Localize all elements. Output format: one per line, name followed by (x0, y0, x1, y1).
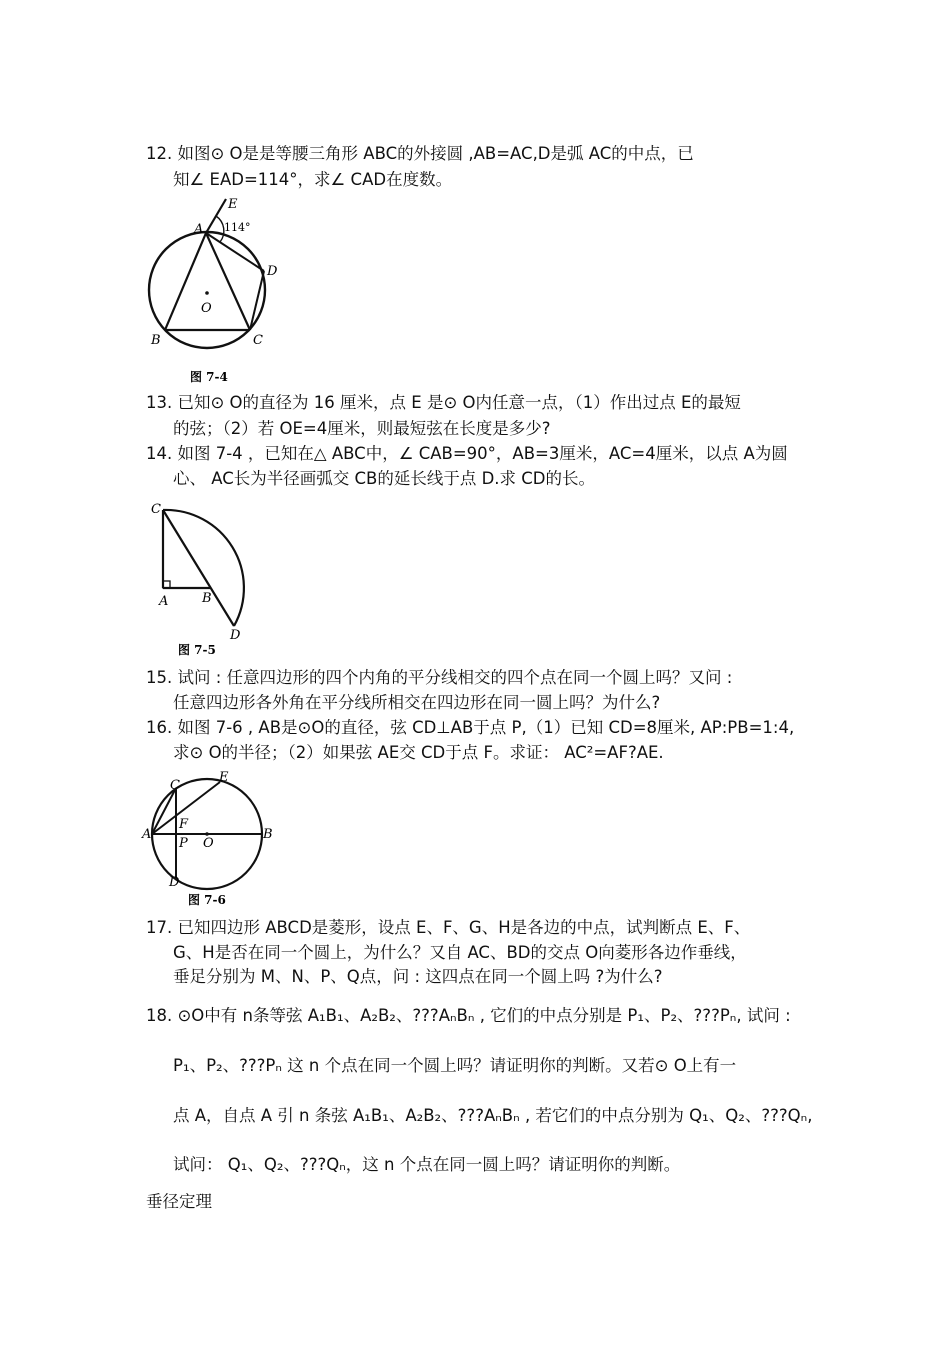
section-heading: 垂径定理 (146, 1192, 212, 1211)
figure-7-4-caption: 图 7-4 (190, 370, 228, 384)
label-c: C (151, 502, 161, 517)
figure-7-6-caption: 图 7-6 (188, 893, 226, 907)
problem-15-line-1: 15. 试问 : 任意四边形的四个内角的平分线相交的四个点在同一个圆上吗？又问 : (146, 668, 733, 687)
figure-7-5-caption: 图 7-5 (178, 643, 216, 657)
problem-14-line-1: 14. 如图 7-4 ，已知在△ ABC中，∠ CAB=90°，AB=3厘米，AC=4厘米，以点 A为圆 (146, 444, 788, 463)
label-angle: 114° (224, 221, 251, 234)
problem-17-line-2: G、H是否在同一个圆上，为什么？又自 AC、BD的交点 O向菱形各边作垂线， (173, 943, 747, 962)
problem-16-line-1: 16. 如图 7-6 , AB是⊙O的直径，弦 CD⊥AB于点 P,（1）已知 CD=8厘米, AP:PB=1:4, (146, 718, 795, 737)
angle-arc (216, 216, 224, 242)
segment-ab (165, 233, 206, 330)
problem-14-line-2: 心、 AC长为半径画弧交 CB的延长线于点 D.求 CD的长。 (173, 469, 596, 488)
label-e: E (228, 197, 238, 212)
label-b: B (151, 333, 161, 348)
label-e: E (219, 770, 229, 785)
figure-7-5 (140, 498, 260, 663)
problem-17-line-1: 17. 已知四边形 ABCD是菱形，设点 E、F、G、H是各边的中点，试判断点 E、F、 (146, 918, 751, 937)
label-a: A (142, 827, 152, 842)
label-b: B (263, 827, 273, 842)
problem-16-line-2: 求⊙ O的半径；（2）如果弦 AE交 CD于点 F。求证： AC²=AF?AE. (173, 743, 664, 762)
problem-18-line-3: 点 A，自点 A 引 n 条弦 A₁B₁、A₂B₂、???AₙBₙ , 若它们的中点分别为 Q₁、Q₂、???Qₙ, (173, 1106, 813, 1125)
figure-7-6-diagram (140, 768, 285, 910)
label-d: D (169, 875, 180, 890)
label-c: C (253, 333, 263, 348)
problem-18-line-1: 18. ⊙O中有 n条等弦 A₁B₁、A₂B₂、???AₙBₙ , 它们的中点分别是 P₁、P₂、???Pₙ, 试问 : (146, 1006, 791, 1025)
problem-18-line-4: 试问： Q₁、Q₂、???Qₙ，这 n 个点在同一圆上吗？请证明你的判断。 (173, 1155, 681, 1174)
problem-15-line-2: 任意四边形各外角在平分线所相交在四边形在同一圆上吗？为什么? (173, 693, 661, 712)
problem-12-line-1: 12. 如图⊙ O是是等腰三角形 ABC的外接圆 ,AB=AC,D是弧 AC的中点，已 (146, 144, 694, 163)
figure-7-5-diagram (140, 498, 260, 663)
label-a: A (194, 222, 204, 237)
label-o: O (201, 301, 212, 316)
problem-13-line-1: 13. 已知⊙ O的直径为 16 厘米，点 E 是⊙ O内任意一点，（1）作出过点 E的最短 (146, 393, 741, 412)
segment-ac (152, 788, 176, 834)
label-c: C (170, 778, 180, 793)
problem-18-line-2: P₁、P₂、???Pₙ 这 n 个点在同一个圆上吗？请证明你的判断。又若⊙ O上有一 (173, 1056, 737, 1075)
segment-cd (163, 510, 234, 626)
label-o: O (203, 836, 214, 851)
problem-13-line-2: 的弦；（2）若 OE=4厘米，则最短弦在长度是多少? (173, 419, 551, 438)
problem-12-line-2: 知∠ EAD=114°，求∠ CAD在度数。 (173, 170, 453, 189)
figure-7-4-diagram (140, 195, 285, 390)
problem-17-line-3: 垂足分别为 M、N、P、Q点，问 : 这四点在同一个圆上吗 ?为什么? (173, 967, 663, 986)
label-f: F (179, 817, 189, 832)
figure-7-6 (140, 768, 285, 910)
label-b: B (202, 591, 212, 606)
center-dot (205, 291, 209, 295)
label-p: P (179, 836, 188, 851)
figure-7-4 (140, 195, 285, 390)
label-d: D (267, 264, 278, 279)
arc-cd (163, 510, 244, 626)
label-a: A (159, 594, 169, 609)
label-d: D (230, 628, 241, 643)
